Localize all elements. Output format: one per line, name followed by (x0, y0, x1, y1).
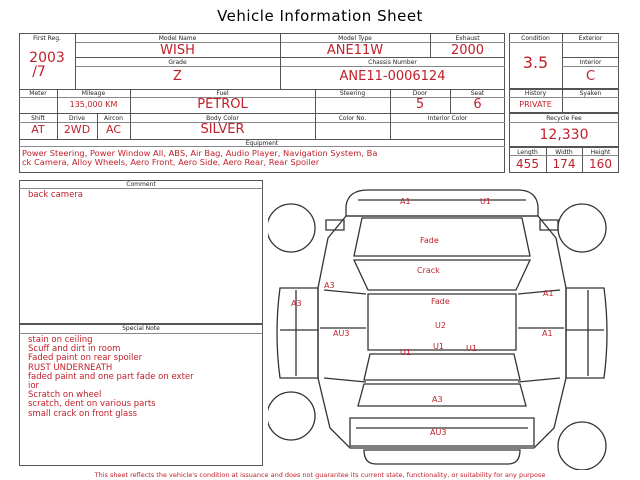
special-note-item: stain on ceiling (28, 335, 93, 345)
diagram-label-a3-left-side: A3 (291, 299, 302, 308)
sheet-title: Vehicle Information Sheet (217, 7, 423, 25)
diagram-label-u1-right: U1 (466, 344, 477, 353)
first-reg-month: /7 (32, 64, 46, 80)
diagram-label-crack: Crack (417, 266, 440, 275)
history-value: PRIVATE (519, 100, 552, 109)
length-label: Length (517, 149, 538, 156)
comment-box (19, 180, 263, 324)
door-value: 5 (415, 97, 425, 112)
color-no-label: Color No. (338, 115, 367, 122)
special-note-item: faded paint and one part fade on exter (28, 371, 194, 382)
diagram-label-fade-roof: Fade (431, 297, 450, 306)
exterior-label: Exterior (578, 35, 603, 42)
special-note-item: ior (28, 381, 40, 392)
steering-label: Steering (339, 90, 366, 97)
mileage-label: Mileage (81, 90, 106, 97)
hood (354, 218, 530, 256)
special-note-item: scratch, dent on various parts (28, 399, 156, 410)
seat-label: Seat (470, 90, 485, 97)
model-type-value: ANE11W (326, 43, 384, 58)
disclaimer-footer: This sheet reflects the vehicle's condition at issuance and does not guarantee its current state, functionality, or suitability for any purpose (94, 471, 546, 479)
fuel-value: PETROL (197, 97, 248, 112)
model-name-label: Model Name (158, 35, 197, 42)
diagram-label-a1-right-rear: A1 (542, 329, 553, 338)
drive-label: Drive (69, 115, 85, 122)
diagram-label-au3-rear: AU3 (430, 428, 447, 437)
mileage-value: 135,000 KM (69, 100, 118, 109)
comment-label: Comment (126, 181, 156, 188)
shift-label: Shift (31, 115, 45, 122)
model-name-value: WISH (160, 43, 195, 58)
interior-color-label: Interior Color (427, 115, 468, 122)
exhaust-label: Exhaust (455, 35, 480, 42)
body-color-value: SILVER (200, 122, 245, 137)
condition-label: Condition (521, 35, 550, 42)
syaken-label: Syaken (579, 90, 602, 97)
shift-value: AT (31, 123, 45, 136)
special-note-item: RUST UNDERNEATH (28, 362, 113, 373)
chassis-number-label: Chassis Number (368, 59, 417, 66)
exhaust-value: 2000 (450, 43, 485, 58)
diagram-label-a3-left-door: A3 (324, 281, 335, 290)
diagram-label-a1-top: A1 (400, 197, 411, 206)
equipment-line-1: Power Steering, Power Window All, ABS, Air Bag, Audio Player, Navigation System, Ba (22, 148, 378, 158)
diagram-label-a1-right-front: A1 (543, 289, 554, 298)
drive-value: 2WD (63, 123, 91, 136)
wheel-rear-right (558, 422, 606, 470)
diagram-label-u1-left: U1 (400, 348, 411, 357)
interior-label: Interior (579, 59, 602, 66)
recycle-fee-label: Recycle Fee (546, 115, 582, 122)
wheel-rear-left (268, 392, 315, 440)
width-label: Width (555, 149, 573, 156)
aircon-value: AC (105, 123, 121, 136)
special-note-item: small crack on front glass (28, 408, 138, 419)
front-bumper (346, 190, 538, 216)
special-note-item: Scuff and dirt in room (28, 344, 121, 355)
grade-label: Grade (168, 59, 187, 66)
special-note-item: Faded paint on rear spoiler (28, 353, 143, 364)
seat-value: 6 (473, 97, 482, 112)
wheel-front-left (268, 204, 315, 252)
equipment-label: Equipment (245, 140, 279, 147)
recycle-fee-value: 12,330 (539, 127, 589, 143)
diagram-label-u1-top: U1 (480, 197, 491, 206)
diagram-label-u1-center: U1 (433, 342, 444, 351)
body-color-label: Body Color (206, 115, 239, 122)
grade-value: Z (173, 69, 182, 84)
rear-glass (364, 354, 520, 380)
special-note-item: Scratch on wheel (28, 390, 102, 401)
rear-bumper-lower (364, 450, 520, 464)
comment-text: back camera (28, 190, 83, 200)
right-side-panels (566, 288, 607, 378)
interior-value: C (585, 69, 596, 84)
meter-label: Meter (29, 90, 47, 97)
windshield (354, 260, 530, 290)
chassis-number-value: ANE11-0006124 (339, 69, 446, 84)
condition-value: 3.5 (522, 53, 549, 72)
equipment-line-2: ck Camera, Alloy Wheels, Aero Front, Aero Side, Aero Rear, Rear Spoiler (22, 157, 320, 167)
diagram-label-au3-left: AU3 (333, 329, 350, 338)
history-label: History (524, 90, 547, 97)
first-reg-year: 2003 (29, 50, 65, 66)
fuel-label: Fuel (216, 90, 229, 97)
diagram-label-u2: U2 (435, 321, 446, 330)
width-value: 174 (552, 157, 576, 171)
height-value: 160 (589, 157, 612, 171)
diagram-label-a3-rear: A3 (432, 395, 443, 404)
wheel-front-right (558, 204, 606, 252)
height-label: Height (590, 149, 611, 156)
aircon-label: Aircon (104, 115, 123, 122)
diagram-label-fade-hood: Fade (420, 236, 439, 245)
door-label: Door (412, 90, 428, 97)
first-reg-label: First Reg. (33, 35, 61, 42)
special-note-list (28, 336, 194, 419)
model-type-label: Model Type (338, 35, 372, 42)
special-note-label: Special Note (122, 325, 160, 332)
length-value: 455 (516, 157, 539, 171)
